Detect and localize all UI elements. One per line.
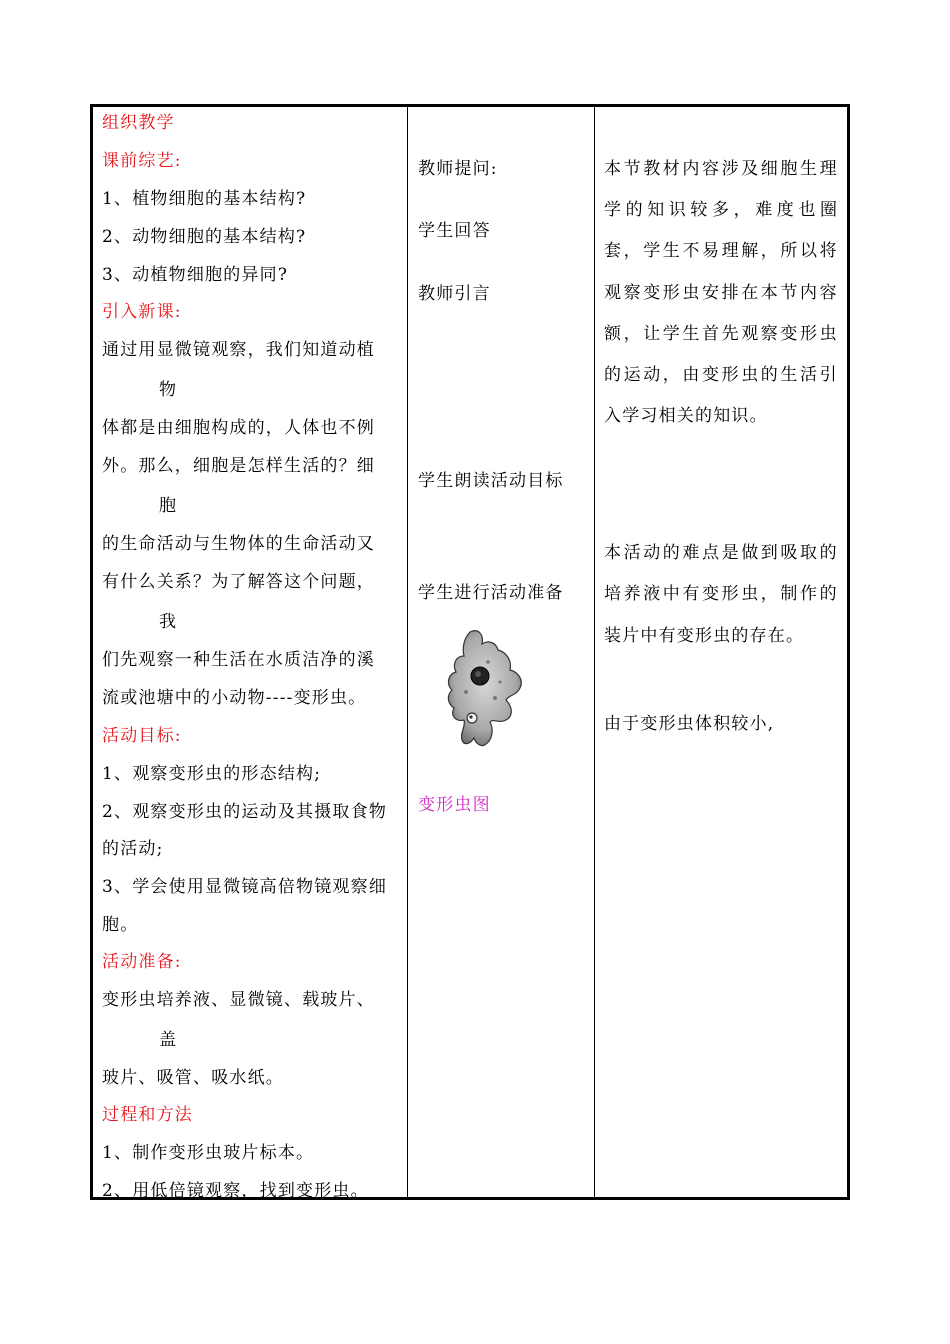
process-step: 2、用低倍镜观察，找到变形虫。 xyxy=(102,1181,369,1201)
intro-text-line: 流或池塘中的小动物----变形虫。 xyxy=(102,688,367,708)
review-question-3: 3、动植物细胞的异同? xyxy=(102,265,289,285)
note-line: 观察变形虫安排在本节内容 xyxy=(604,283,840,303)
table-right-border xyxy=(847,104,850,1200)
heading-activity-prep: 活动准备: xyxy=(102,952,182,972)
intro-text-line: 的生命活动与生物体的生命活动又 xyxy=(102,534,375,554)
goal-item: 1、观察变形虫的形态结构; xyxy=(102,764,322,784)
note-line: 的运动，由变形虫的生活引 xyxy=(604,365,840,385)
review-question-1: 1、植物细胞的基本结构? xyxy=(102,189,307,209)
goal-item: 胞。 xyxy=(102,915,139,935)
prep-text-line: 盖 xyxy=(159,1030,178,1050)
prep-text-line: 玻片、吸管、吸水纸。 xyxy=(102,1068,284,1088)
table-top-border xyxy=(90,104,850,107)
student-answer-label: 学生回答 xyxy=(418,221,491,241)
intro-text-line: 们先观察一种生活在水质洁净的溪 xyxy=(102,650,375,670)
intro-text-line: 通过用显微镜观察，我们知道动植 xyxy=(102,340,375,360)
table-left-border xyxy=(90,104,93,1200)
student-read-goals-label: 学生朗读活动目标 xyxy=(418,471,564,491)
heading-warmup: 课前综艺: xyxy=(102,151,182,171)
heading-process-methods: 过程和方法 xyxy=(102,1105,193,1125)
goal-item: 3、学会使用显微镜高倍物镜观察细 xyxy=(102,877,388,897)
goal-item: 2、观察变形虫的运动及其摄取食物 xyxy=(102,802,388,822)
note-line: 入学习相关的知识。 xyxy=(604,406,768,426)
intro-text-line: 体都是由细胞构成的，人体也不例 xyxy=(102,418,375,438)
column-divider-1 xyxy=(407,104,408,1200)
heading-activity-goals: 活动目标: xyxy=(102,726,182,746)
prep-text-line: 变形虫培养液、显微镜、载玻片、 xyxy=(102,990,375,1010)
amoeba-illustration xyxy=(440,626,530,754)
note-line: 装片中有变形虫的存在。 xyxy=(604,626,805,646)
note-line: 套，学生不易理解，所以将 xyxy=(604,241,840,261)
note-line: 额，让学生首先观察变形虫 xyxy=(604,324,840,344)
note-line: 培养液中有变形虫，制作的 xyxy=(604,584,840,604)
teacher-intro-label: 教师引言 xyxy=(418,284,491,304)
intro-text-line: 外。那么，细胞是怎样生活的？细 xyxy=(102,456,375,476)
intro-text-line: 胞 xyxy=(159,496,178,516)
review-question-2: 2、动物细胞的基本结构? xyxy=(102,227,307,247)
note-line: 本活动的难点是做到吸取的 xyxy=(604,543,840,563)
note-line: 本节教材内容涉及细胞生理 xyxy=(604,159,840,179)
note-line: 由于变形虫体积较小, xyxy=(604,714,775,734)
heading-new-lesson: 引入新课: xyxy=(102,302,182,322)
intro-text-line: 有什么关系？为了解答这个问题， xyxy=(102,572,375,592)
student-prep-label: 学生进行活动准备 xyxy=(418,583,564,603)
goal-item: 的活动; xyxy=(102,839,164,859)
intro-text-line: 我 xyxy=(159,612,178,632)
heading-organize-teaching: 组织教学 xyxy=(102,113,175,133)
column-divider-2 xyxy=(594,104,595,1200)
note-line: 学的知识较多，难度也圈 xyxy=(604,200,842,220)
teacher-question-label: 教师提问: xyxy=(418,159,498,179)
intro-text-line: 物 xyxy=(159,380,178,400)
process-step: 1、制作变形虫玻片标本。 xyxy=(102,1143,315,1163)
amoeba-caption: 变形虫图 xyxy=(418,795,491,815)
